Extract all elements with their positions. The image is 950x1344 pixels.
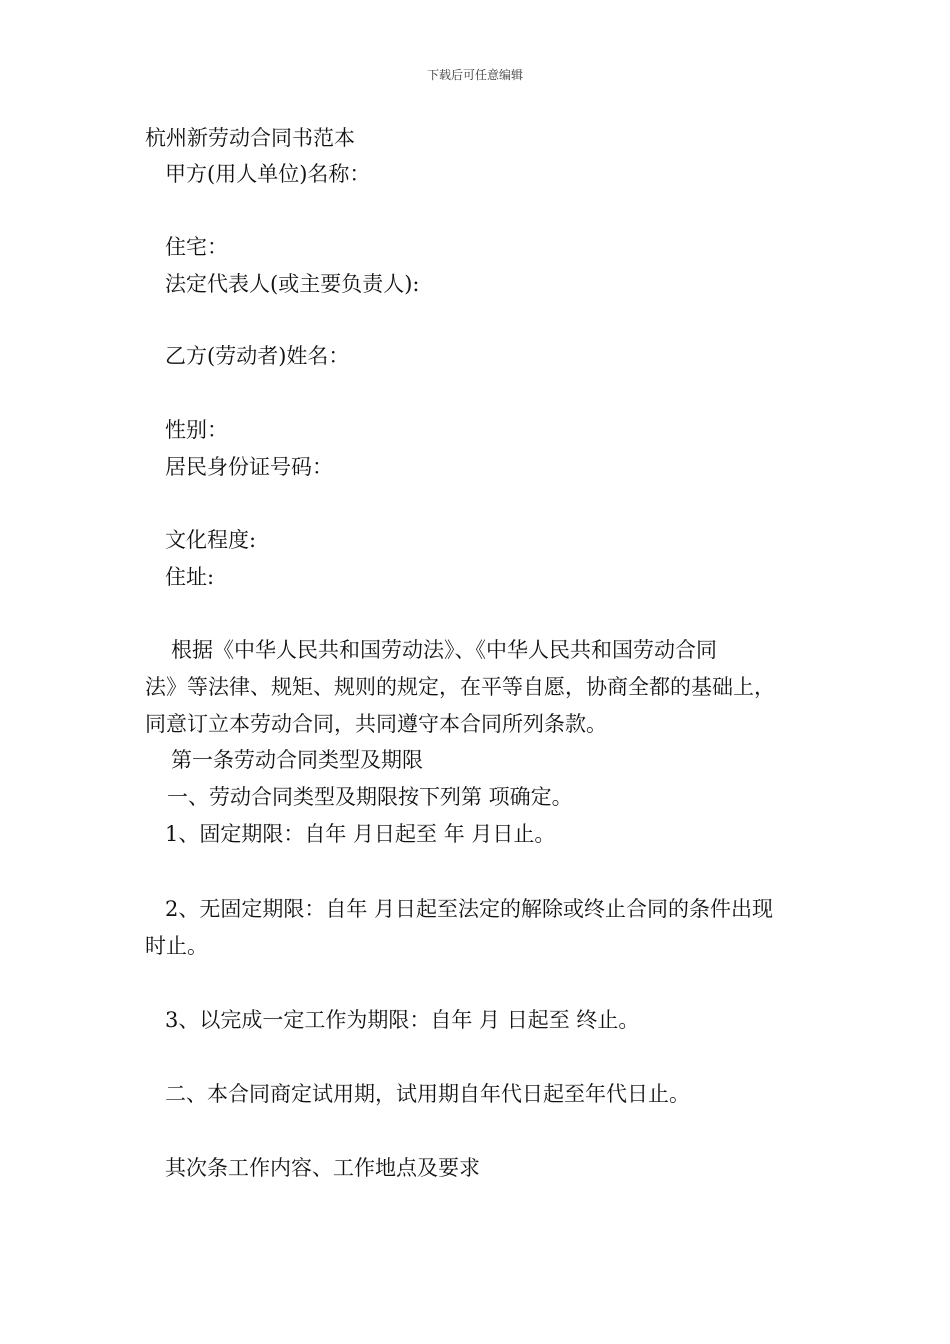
party-a-name-label: 甲方(用人单位)名称：: [165, 162, 371, 186]
clause-2-open-term-line-2: 时止。: [145, 934, 208, 958]
address-label: 住址:: [165, 565, 215, 589]
party-b-name-label: 乙方(劳动者)姓名：: [165, 344, 350, 368]
clause-2-open-term-line-1: 2、无固定期限：自年 月日起至法定的解除或终止合同的条件出现: [165, 897, 774, 921]
clause-3-task-term: 3、以完成一定工作为期限：自年 月 日起至 终止。: [165, 1008, 640, 1032]
id-number-label: 居民身份证号码：: [165, 455, 333, 479]
gender-label: 性别：: [165, 418, 228, 442]
residence-label: 住宅：: [165, 235, 228, 259]
probation-clause: 二、本合同商定试用期，试用期自年代日起至年代日止。: [165, 1082, 690, 1106]
education-label: 文化程度:: [165, 528, 257, 552]
preamble-line-3: 同意订立本劳动合同，共同遵守本合同所列条款。: [145, 712, 607, 736]
preamble-line-2: 法》等法律、规矩、规则的规定，在平等自愿，协商全都的基础上，: [145, 675, 775, 699]
article-1-heading: 第一条劳动合同类型及期限: [171, 748, 423, 772]
document-title: 杭州新劳动合同书范本: [145, 126, 355, 150]
preamble-line-1: 根据《中华人民共和国劳动法》、《中华人民共和国劳动合同: [171, 638, 717, 662]
clause-1-fixed-term: 1、固定期限：自年 月日起至 年 月日止。: [165, 822, 556, 846]
clause-1-type: 一、劳动合同类型及期限按下列第 项确定。: [167, 785, 573, 809]
legal-representative-label: 法定代表人(或主要负责人):: [165, 272, 420, 296]
header-note: 下载后可任意编辑: [426, 68, 523, 82]
article-2-heading: 其次条工作内容、工作地点及要求: [165, 1156, 480, 1180]
